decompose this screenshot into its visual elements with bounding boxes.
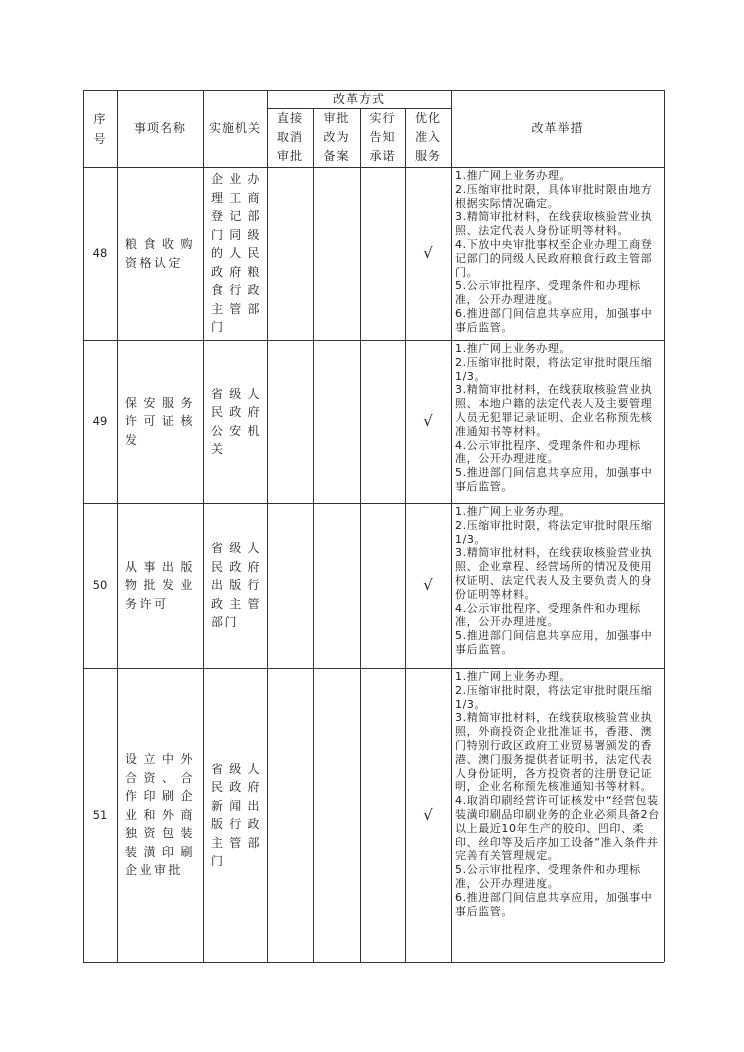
header-item-name: 事项名称 bbox=[133, 121, 186, 135]
table-row-agency: 企业办理工商登记部门同级的人民政府粮食行政主管部门 bbox=[211, 172, 261, 335]
table-row-measures bbox=[451, 668, 664, 962]
measure-item: 4.取消印刷经营许可证核发中“经营包装装潢印刷品印刷业务的企业必须具备2台以上最近10年生产的胶印、凹印、柔印、丝印等及后序加工设备”准入条件并完善有关管理规定。 bbox=[455, 794, 660, 863]
table-row-seq: 49 bbox=[92, 414, 108, 428]
measure-item: 2.压缩审批时限，具体审批时限由地方根据实际情况确定。 bbox=[455, 182, 653, 210]
measure-item: 2.压缩审批时限，将法定审批时限压缩1/3。 bbox=[455, 683, 653, 711]
measure-item: 3.精简审批材料，在线获取核验营业执照，外商投资企业批准证书，香港、澳门特别行政区政府工业贸易署颁发的香港、澳门服务提供者证明书，法定代表人身份证明，各方投资者的注册登记证明，企业名称预先核准通知书等材料。 bbox=[455, 711, 653, 794]
check-mark: √ bbox=[423, 805, 433, 824]
measure-item: 1.推广网上业务办理。 bbox=[455, 169, 572, 182]
check-mark: √ bbox=[423, 244, 433, 262]
measure-item: 5.推进部门间信息共享应用，加强事中事后监管。 bbox=[455, 629, 653, 656]
measure-item: 6.推进部门间信息共享应用，加强事中事后监管。 bbox=[455, 306, 653, 334]
measure-item: 3.精简审批材料，在线获取核验营业执照、企业章程、经营场所的情况及使用权证明、法定代表人及主要负责人的身份证明等材料。 bbox=[455, 546, 653, 601]
table-row-seq: 51 bbox=[92, 807, 108, 822]
table-row-agency: 省级人民政府公安机关 bbox=[211, 386, 261, 456]
header-mode-cancel: 直接 取消 审批 bbox=[276, 111, 303, 163]
header-mode-notify: 实行 告知 承诺 bbox=[369, 111, 396, 163]
measure-item: 3.精简审批材料，在线获取核验营业执照、本地户籍的法定代表人及主要管理人员无犯罪记录证明、企业名称预先核准通知书等材料。 bbox=[455, 383, 653, 438]
border-bottom bbox=[83, 962, 664, 963]
measure-item: 5.公示审批程序、受理条件和办理标准，公开办理进度。 bbox=[455, 863, 641, 890]
measure-item: 2.压缩审批时限，将法定审批时限压缩1/3。 bbox=[455, 355, 653, 383]
border-right bbox=[664, 90, 665, 962]
table-row-item-name: 从事出版物批发业务许可 bbox=[125, 559, 195, 611]
measure-item: 5.推进部门间信息共享应用，加强事中事后监管。 bbox=[455, 466, 653, 493]
check-mark: √ bbox=[423, 412, 433, 430]
col-sep-4 bbox=[313, 108, 314, 962]
measure-item: 3.精简审批材料，在线获取核验营业执照、法定代表人身份证明等材料。 bbox=[455, 210, 653, 238]
table-row-item-name: 保安服务许可证核发 bbox=[125, 395, 195, 447]
measure-item: 4.下放中央审批事权至企业办理工商登记部门的同级人民政府粮食行政主管部门。 bbox=[455, 237, 653, 279]
table-row-seq: 48 bbox=[92, 246, 108, 260]
table-row-agency: 省级人民政府新闻出版行政主管部门 bbox=[211, 761, 261, 868]
table-row-measures bbox=[451, 167, 664, 340]
measure-item: 4.公示审批程序、受理条件和办理标准，公开办理进度。 bbox=[455, 438, 641, 466]
header-seq: 序 号 bbox=[93, 111, 107, 146]
measure-item: 1.推广网上业务办理。 bbox=[455, 670, 572, 683]
check-mark: √ bbox=[423, 576, 433, 594]
header-mode-filing: 审批 改为 备案 bbox=[323, 111, 350, 163]
header-agency: 实施机关 bbox=[208, 121, 261, 135]
col-sep-5 bbox=[360, 108, 361, 962]
measure-item: 2.压缩审批时限，将法定审批时限压缩1/3。 bbox=[455, 518, 653, 546]
table-row-item-name: 粮食收购资格认定 bbox=[125, 237, 195, 270]
reform-table bbox=[83, 90, 664, 962]
header-measures: 改革举措 bbox=[531, 121, 584, 135]
measure-item: 6.推进部门间信息共享应用，加强事中事后监管。 bbox=[455, 890, 653, 918]
measure-item: 4.公示审批程序、受理条件和办理标准，公开办理进度。 bbox=[455, 601, 641, 629]
table-row-seq: 50 bbox=[92, 578, 108, 592]
table-row-item-name: 设立中外合资、合作印刷企业和外商独资包装装潢印刷企业审批 bbox=[125, 752, 195, 878]
table-row-measures bbox=[451, 503, 664, 668]
measure-item: 1.推广网上业务办理。 bbox=[455, 505, 572, 518]
header-reform-mode: 改革方式 bbox=[332, 91, 385, 106]
header-mode-optimize: 优化 准入 服务 bbox=[414, 111, 441, 163]
measure-item: 5.公示审批程序、受理条件和办理标准，公开办理进度。 bbox=[455, 279, 641, 307]
col-sep-3 bbox=[267, 90, 268, 962]
table-row-measures bbox=[451, 340, 664, 503]
table-row-agency: 省级人民政府出版行政主管部门 bbox=[211, 541, 261, 630]
measure-item: 1.推广网上业务办理。 bbox=[455, 342, 572, 355]
